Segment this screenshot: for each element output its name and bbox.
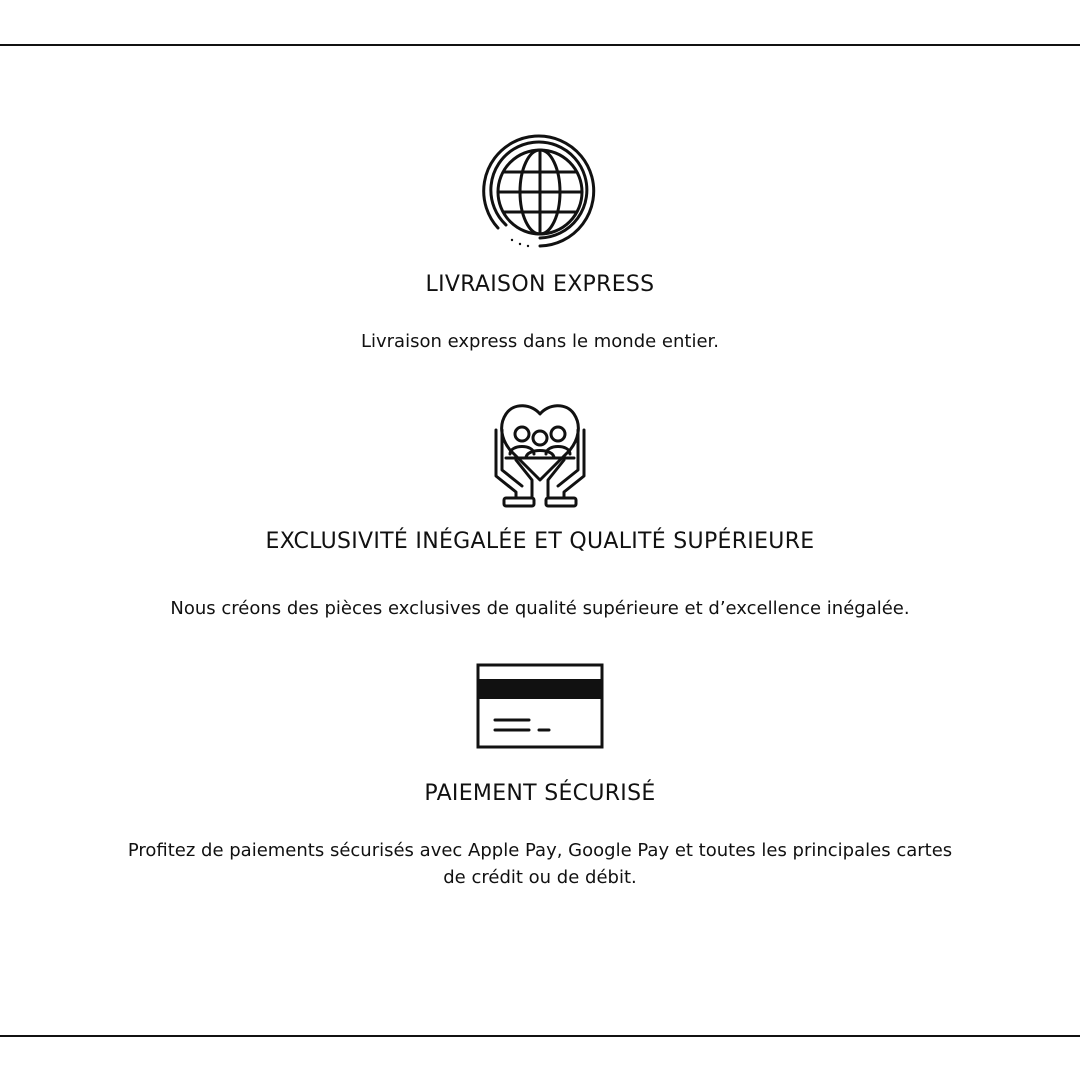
hands-heart-family-icon: [0, 400, 1080, 510]
feature-title: PAIEMENT SÉCURISÉ: [424, 781, 656, 806]
feature-title: EXCLUSIVITÉ INÉGALÉE ET QUALITÉ SUPÉRIEURE: [265, 529, 815, 554]
top-divider: [0, 44, 1080, 46]
feature-description: Nous créons des pièces exclusives de qualité supérieure et d’excellence inégalée.: [170, 598, 910, 619]
bottom-divider: [0, 1035, 1080, 1037]
credit-card-icon: [0, 662, 1080, 750]
feature-description: Profitez de paiements sécurisés avec Apple Pay, Google Pay et toutes les principales cartes de crédit ou de débit.: [127, 840, 953, 888]
globe-icon: [0, 130, 1080, 252]
feature-description: Livraison express dans le monde entier.: [360, 331, 720, 352]
feature-title: LIVRAISON EXPRESS: [425, 272, 655, 297]
